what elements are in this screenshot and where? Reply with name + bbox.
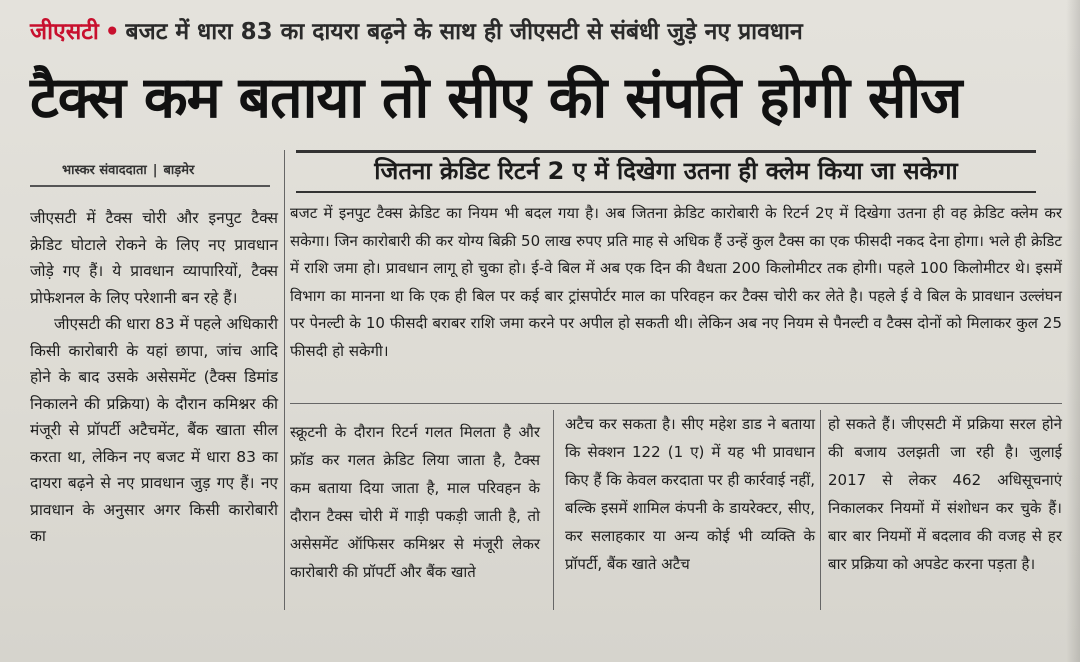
page-edge-shadow <box>1066 0 1080 662</box>
left-column <box>30 205 278 550</box>
byline-rule <box>30 185 270 187</box>
column-divider-bottom-1 <box>553 410 554 610</box>
byline-place: बाड़मेर <box>163 163 195 178</box>
bottom-paragraph-1: स्क्रूटनी के दौरान रिटर्न गलत मिलता है और फ्रॉड कर गलत क्रेडिट लिया जाता है, टैक्स कम बताया दिया जाता है, माल परिवहन के दौरान टैक्स चोरी में गाड़ी पकड़ी जाती है, तो असेसमेंट ऑफिसर कमिश्नर से मंजूरी लेकर कारोबारी की प्रॉपर्टी और बैंक खाते <box>290 423 540 581</box>
bottom-paragraph-2: अटैच कर सकता है। सीए महेश डाड ने बताया कि सेक्शन 122 (1 ए) में यह भी प्रावधान किए हैं कि केवल करदाता पर ही कार्रवाई नहीं, बल्कि इसमें शामिल कंपनी के डायरेक्टर, सीए, कर सलाहकार या अन्य कोई भी व्यक्ति के प्रॉपर्टी, बैंक खाते अटैच <box>565 415 815 573</box>
section-divider <box>290 403 1062 404</box>
top-body-column <box>290 200 1062 365</box>
bottom-column-1 <box>290 418 540 586</box>
byline-separator: | <box>152 163 158 178</box>
byline-reporter: भास्कर संवाददाता <box>62 163 147 178</box>
bottom-column-3 <box>828 410 1062 578</box>
column-divider-left <box>284 150 285 610</box>
kicker-text: बजट में धारा 83 का दायरा बढ़ने के साथ ही जीएसटी से संबंधी जुड़े नए प्रावधान <box>125 19 803 45</box>
bottom-paragraph-3: हो सकते हैं। जीएसटी में प्रक्रिया सरल होने की बजाय उलझती जा रही है। जुलाई 2017 से लेकर 462 अधिसूचनाएं निकालकर नियमों में संशोधन कर चुके हैं। बार बार नियमों में बदलाव की वजह से हर बार प्रक्रिया को अपडेट करना पड़ता है। <box>828 415 1062 573</box>
kicker-tag: जीएसटी <box>30 19 99 45</box>
left-paragraph-1: जीएसटी में टैक्स चोरी और इनपुट टैक्स क्रेडिट घोटाले रोकने के लिए नए प्रावधान जोड़े गए हैं। ये प्रावधान व्यापारियों, टैक्स प्रोफेशनल के लिए परेशानी बन रहे हैं। <box>30 209 278 307</box>
top-paragraph: बजट में इनपुट टैक्स क्रेडिट का नियम भी बदल गया है। अब जितना क्रेडिट कारोबारी के रिटर्न 2ए में दिखेगा उतना ही वह क्रेडिट क्लेम कर सकेगा। जिन कारोबारी की कर योग्य बिक्री 50 लाख रुपए प्रति माह से अधिक हैं उन्हें कुल टैक्स का एक फीसदी नकद देना होगा। भले ही क्रेडिट में राशि जमा हो। प्रावधान लागू हो चुका हो। ई-वे बिल में अब एक दिन की वैधता 200 किलोमीटर तक होगी। पहले 100 किलोमीटर थे। इसमें विभाग का मानना था कि एक ही बिल पर कई बार ट्रांसपोर्टर माल का परिवहन कर टैक्स चोरी कर लेते है। पहले ई वे बिल के प्रावधान उल्लंघन पर पेनल्टी के 10 फीसदी बराबर राशि जमा करने पर अपील हो सकती थी। लेकिन अब नए नियम से पैनल्टी व टैक्स दोनों को मिलाकर कुल 25 फीसदी हो सकेगी। <box>290 204 1062 360</box>
kicker-line <box>30 14 1060 46</box>
subheadline: जितना क्रेडिट रिटर्न 2 ए में दिखेगा उतना ही क्लेम किया जा सकेगा <box>296 150 1036 193</box>
byline <box>62 160 194 178</box>
bottom-column-2 <box>565 410 815 578</box>
kicker-separator: • <box>104 19 120 45</box>
column-divider-bottom-2 <box>820 410 821 610</box>
left-paragraph-2: जीएसटी की धारा 83 में पहले अधिकारी किसी कारोबारी के यहां छापा, जांच आदि होने के बाद उसके असेसमेंट (टैक्स डिमांड निकालने की प्रक्रिया) के दौरान कमिश्नर की मंजूरी से प्रॉपर्टी अटैचमेंट, बैंक खाता सील करता था, लेकिन नए बजट में धारा 83 का दायरा बढ़ने से नए प्रावधान जुड़ गए हैं। नए प्रावधान के अनुसार अगर किसी कारोबारी का <box>30 315 278 545</box>
headline: टैक्स कम बताया तो सीए की संपति होगी सीज <box>30 65 962 131</box>
